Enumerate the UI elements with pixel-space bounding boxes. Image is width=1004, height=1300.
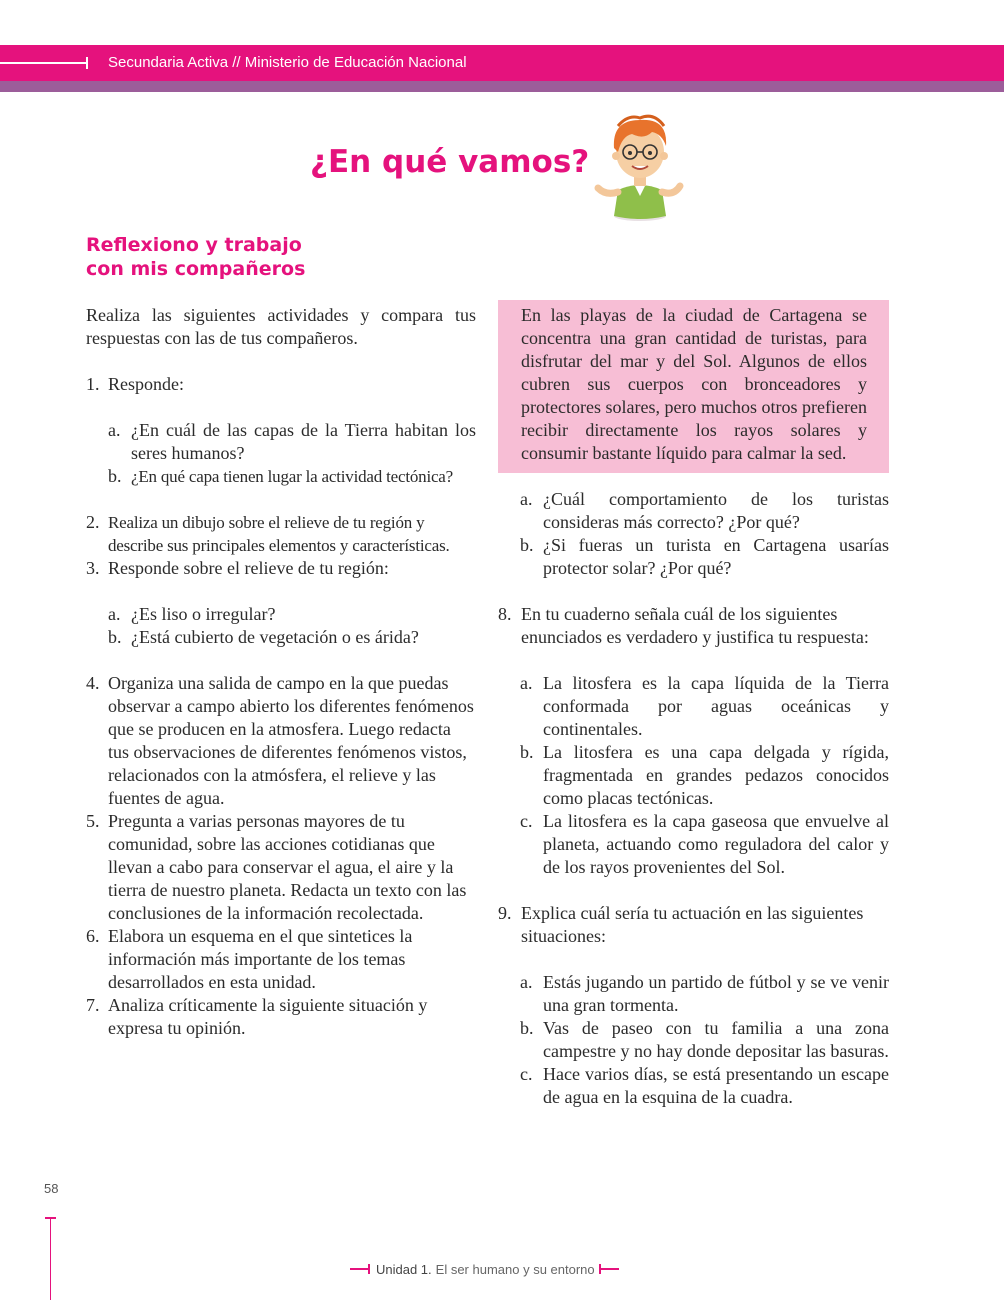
- header-stripe: [0, 81, 1004, 92]
- footer-rule-left: [350, 1268, 370, 1270]
- question-1: [86, 373, 476, 396]
- header-rule: [0, 62, 88, 64]
- question-8b: [520, 741, 889, 810]
- question-text: Elabora un esquema en el que sintetices la información más importante de los temas desarrollados en esta unidad.: [108, 926, 413, 992]
- option-text: ¿Es liso o irregular?: [131, 604, 276, 624]
- header-rule-tick: [86, 57, 88, 69]
- page-title: ¿En qué vamos?: [310, 144, 590, 180]
- option-text: ¿Cuál comportamiento de los turistas consideras más correcto? ¿Por qué?: [543, 489, 889, 532]
- option-text: Estás jugando un partido de fútbol y se ve venir una gran tormenta.: [543, 972, 889, 1015]
- question-number: 7.: [86, 995, 100, 1015]
- question-text: Pregunta a varias personas mayores de tu comunidad, sobre las acciones cotidianas que llevan a cabo para conservar el agua, el aire y la tierra de nuestro planeta. Redacta un texto con las conclusiones de la información recolectada.: [108, 811, 467, 923]
- question-1b: [108, 465, 476, 488]
- question-9b: [520, 1017, 889, 1063]
- option-letter: a.: [108, 604, 121, 624]
- option-letter: a.: [108, 420, 121, 440]
- cartoon-boy-mascot-icon: [588, 112, 688, 222]
- option-text: ¿Está cubierto de vegetación o es árida?: [131, 627, 419, 647]
- option-letter: b.: [520, 1018, 534, 1038]
- option-text: La litosfera es la capa gaseosa que envuelve al planeta, actuando como reguladora del calor y de los rayos provenientes del Sol.: [543, 811, 889, 877]
- question-number: 8.: [498, 604, 512, 624]
- page-number: 58: [44, 1181, 59, 1196]
- footer-unit: Unidad 1.: [376, 1261, 432, 1277]
- situation-box: En las playas de la ciudad de Cartagena se concentra una gran cantidad de turistas, para disfrutar del mar y del Sol. Algunos de ellos cubren sus cuerpos con bronceadores y protectores solares, pero muchos otros prefieren recibir directamente los rayos solares y consumir bastante líquido para calmar la sed.: [498, 300, 889, 473]
- question-5: [86, 810, 476, 925]
- question-7: [86, 994, 476, 1040]
- footer: [350, 1259, 619, 1279]
- footer-rule-right: [599, 1268, 619, 1270]
- option-text: ¿En qué capa tienen lugar la actividad tectónica?: [131, 467, 453, 486]
- question-text: Realiza un dibujo sobre el relieve de tu región y describe sus principales elementos y características.: [108, 513, 450, 555]
- section-title-line1: Reflexiono y trabajo: [86, 234, 302, 256]
- question-text: Analiza críticamente la siguiente situación y expresa tu opinión.: [108, 995, 428, 1038]
- option-text: Vas de paseo con tu familia a una zona campestre y no hay donde depositar las basuras.: [543, 1018, 889, 1061]
- question-text: En tu cuaderno señala cuál de los siguientes enunciados es verdadero y justifica tu respuesta:: [521, 604, 869, 647]
- question-8: [498, 603, 889, 649]
- question-9c: [520, 1063, 889, 1109]
- question-text: Responde:: [108, 374, 184, 394]
- option-letter: b.: [520, 742, 534, 762]
- header-text: Secundaria Activa // Ministerio de Educación Nacional: [108, 54, 467, 71]
- question-text: Responde sobre el relieve de tu región:: [108, 558, 389, 578]
- question-8a: [520, 672, 889, 741]
- question-number: 5.: [86, 811, 100, 831]
- question-6: [86, 925, 476, 994]
- option-text: Hace varios días, se está presentando un escape de agua en la esquina de la cuadra.: [543, 1064, 889, 1107]
- question-7b: [520, 534, 889, 580]
- question-text: Organiza una salida de campo en la que puedas observar a campo abierto los diferentes fenómenos que se producen en la atmosfera. Luego redacta tus observaciones de diferentes fenómenos vistos, relacionados con la atmósfera, el relieve y las fuentes de agua.: [108, 673, 474, 808]
- question-7a: [520, 488, 889, 534]
- question-1a: [108, 419, 476, 465]
- option-text: La litosfera es la capa líquida de la Tierra conformada por aguas oceánicas y continentales.: [543, 673, 889, 739]
- margin-rule-tick: [45, 1217, 56, 1219]
- intro-text: Realiza las siguientes actividades y compara tus respuestas con las de tus compañeros.: [86, 305, 476, 348]
- option-letter: b.: [108, 627, 122, 647]
- question-text: Explica cuál sería tu actuación en las siguientes situaciones:: [521, 903, 864, 946]
- question-3a: [108, 603, 476, 626]
- question-number: 9.: [498, 903, 512, 923]
- question-9: [498, 902, 889, 948]
- option-letter: a.: [520, 673, 533, 693]
- question-number: 2.: [86, 512, 100, 532]
- question-3: [86, 557, 476, 580]
- section-title: [86, 233, 305, 281]
- margin-rule: [50, 1217, 51, 1300]
- option-letter: b.: [108, 466, 122, 486]
- question-3b: [108, 626, 476, 649]
- question-number: 4.: [86, 673, 100, 693]
- question-9a: [520, 971, 889, 1017]
- question-2: [86, 511, 476, 557]
- question-number: 6.: [86, 926, 100, 946]
- option-letter: b.: [520, 535, 534, 555]
- question-8c: [520, 810, 889, 879]
- option-letter: c.: [520, 811, 533, 831]
- question-number: 1.: [86, 374, 100, 394]
- footer-unit-title: El ser humano y su entorno: [435, 1261, 595, 1277]
- left-column: [86, 304, 476, 1040]
- question-number: 3.: [86, 558, 100, 578]
- section-title-line2: con mis compañeros: [86, 258, 306, 280]
- option-letter: a.: [520, 489, 533, 509]
- right-column: [498, 304, 889, 1109]
- option-text: ¿En cuál de las capas de la Tierra habitan los seres humanos?: [131, 420, 476, 463]
- option-text: La litosfera es una capa delgada y rígida, fragmentada en grandes pedazos conocidos como placas tectónicas.: [543, 742, 889, 808]
- option-text: ¿Si fueras un turista en Cartagena usarías protector solar? ¿Por qué?: [543, 535, 889, 578]
- option-letter: a.: [520, 972, 533, 992]
- option-letter: c.: [520, 1064, 533, 1084]
- question-4: [86, 672, 476, 810]
